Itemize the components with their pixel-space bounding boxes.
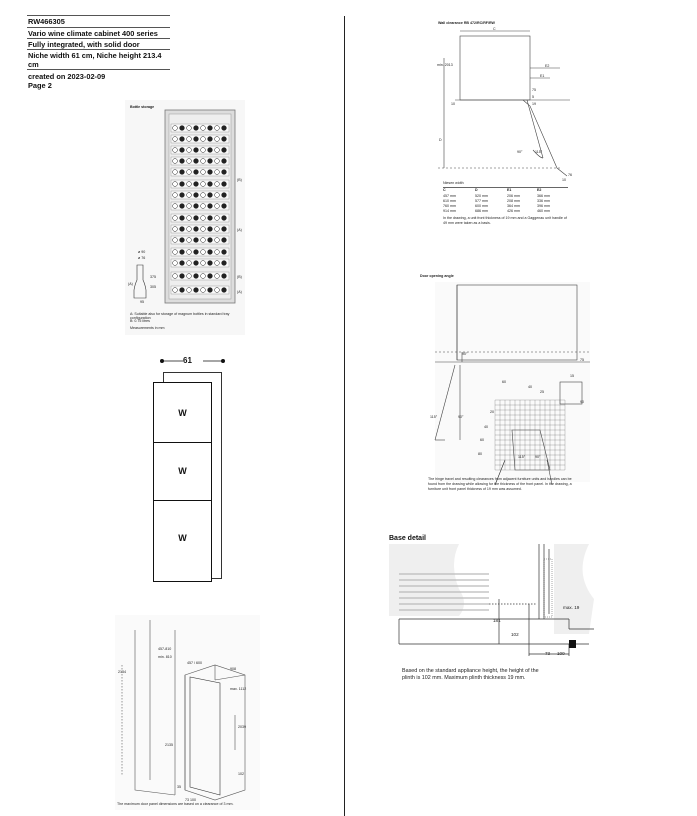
dim-label: 908 (230, 667, 236, 671)
width-label: 61 (183, 356, 192, 365)
dim-label: 305 (150, 285, 156, 289)
dim-label: 76 (568, 173, 572, 177)
dim-label: 25 (540, 390, 544, 394)
dim-label: 10 (451, 102, 455, 106)
dim-label: 75 (580, 358, 584, 362)
dim-label: 457 / 600 (187, 661, 202, 665)
base-detail-caption-cont: plinth is 102 mm. Maximum plinth thickness 19 mm. (402, 675, 526, 681)
door-panel (153, 382, 212, 444)
angle-label: 90° (462, 352, 468, 356)
dim-e1: E1 (540, 74, 545, 78)
table-cell: 364 mm (507, 204, 520, 208)
base-detail-caption: Based on the standard appliance height, the height of the (402, 668, 539, 674)
install-caption: The maximum door panel dimensions are based on a clearance of 3 mm. (117, 802, 234, 806)
note-c: Measurements in mm (130, 326, 165, 330)
dim-label: 90 (580, 400, 584, 404)
panel-label: W (178, 466, 187, 476)
dim-73: 73 (545, 651, 551, 656)
dim-label: (A) (128, 282, 133, 286)
created-date: created on 2023-02-09 (28, 72, 106, 81)
angle-label: 90° (535, 455, 541, 459)
table-cell: 520 mm (475, 194, 488, 198)
table-cell: 366 mm (537, 194, 550, 198)
table-cell: 686 mm (475, 209, 488, 213)
dim-label: max. 1112 (230, 687, 247, 691)
dim-label: 457-810 (158, 647, 172, 651)
table-cell: 600 mm (475, 204, 488, 208)
dim-label: min. 810 (158, 655, 172, 659)
dim-d: D (439, 138, 442, 142)
panel-label: W (178, 533, 187, 543)
header-rule (27, 38, 170, 39)
dim-label: 75 (532, 88, 536, 92)
table-cell: 206 mm (507, 194, 520, 198)
dim-181: 181 (493, 618, 501, 623)
wall-clearance-drawing (435, 18, 585, 188)
dim-label: 19 (532, 102, 536, 106)
door-panel (153, 442, 212, 502)
dim-label: 40 (484, 425, 488, 429)
dim-max-19: max. 19 (563, 605, 580, 610)
table-cell: 577 mm (475, 199, 488, 203)
dim-label: 5 (532, 95, 534, 99)
note-a: A: Suitable also for storage of magnum bottles in standard tray configuration (130, 312, 230, 320)
col-header: E1 (507, 188, 512, 192)
dim-label: 35 (177, 785, 181, 789)
dim-label: 2039 (238, 725, 246, 729)
row-label-b: (A) (237, 290, 242, 294)
dim-label: 20 (490, 410, 494, 414)
door-opening-title: Door opening angle (420, 274, 454, 278)
header-rule (27, 27, 170, 28)
table-cell: 914 mm (443, 209, 456, 213)
dim-label: 102 (238, 772, 244, 776)
angle-label: 115° (430, 415, 438, 419)
bottle-storage-title: Bottle storage (130, 105, 155, 109)
wall-clearance-note: In the drawing, a unit front thickness of 19 mm and a Gaggenau unit handle of 49 mm were taken as a basis. (443, 216, 567, 225)
table-cell: 460 mm (537, 209, 550, 213)
row-label-a: (B) (237, 178, 242, 182)
col-header: D (475, 188, 478, 192)
table-cell: 610 mm (443, 199, 456, 203)
table-cell: 208 mm (507, 199, 520, 203)
bottle-storage-figure (125, 100, 245, 335)
table-cell: 396 mm (537, 204, 550, 208)
dim-label: min. 2013 (437, 63, 453, 67)
dim-label: 40 (528, 385, 532, 389)
model-number: RW466305 (28, 17, 65, 26)
angle-label: 115° (535, 150, 543, 154)
dim-label: 60 (480, 438, 484, 442)
page-number: Page 2 (28, 81, 52, 90)
header-rule (27, 69, 170, 70)
installation-figure (115, 615, 260, 810)
col-header: E2 (537, 188, 542, 192)
dim-label: ø 76 (138, 256, 146, 260)
dim-100: 100 (557, 651, 565, 656)
dim-label: 10 (562, 178, 566, 182)
niche-dimensions: Niche width 61 cm, Niche height 213.4 (28, 51, 162, 60)
header-rule (27, 49, 170, 50)
table-rule (443, 187, 568, 188)
table-cell: 336 mm (537, 199, 550, 203)
wall-clearance-title: Wall clearance RB 472/RC/RF/RW (438, 21, 495, 25)
panel-label: W (178, 408, 187, 418)
dim-label: 15 (570, 374, 574, 378)
dim-label: 2134 (118, 670, 126, 674)
wall-clearance-figure (435, 18, 585, 233)
col-header: C (443, 188, 446, 192)
dim-label: 80 (478, 452, 482, 456)
door-opening-drawing (420, 270, 590, 505)
table-header: Niesen width (443, 181, 464, 185)
dim-label: 375 (150, 275, 156, 279)
table-cell: 760 mm (443, 204, 456, 208)
product-series: Vario wine climate cabinet 400 series (28, 29, 158, 38)
header-rule (27, 15, 170, 16)
dim-label: ø 90 (138, 250, 146, 254)
table-cell: 426 mm (507, 209, 520, 213)
table-cell: 457 mm (443, 194, 456, 198)
niche-dimensions-cont: cm (28, 60, 39, 69)
dim-102: 102 (511, 632, 519, 637)
dim-label: 95 (140, 300, 144, 304)
installation-drawing (115, 615, 260, 810)
column-divider (344, 16, 345, 816)
dim-label: 73 100 (185, 798, 196, 802)
base-detail-title: Base detail (389, 535, 426, 542)
dim-label: 2135 (165, 743, 173, 747)
row-label-a: (B) (237, 275, 242, 279)
door-opening-figure (420, 270, 590, 505)
door-panel (153, 500, 212, 582)
base-detail-drawing (389, 544, 597, 664)
dim-c: C (493, 27, 496, 31)
door-opening-caption: The hinge travel and resulting clearances from adjacent furniture units and handles can be found from the drawing while allowing for the thickness of the front panel. In the drawing, a furniture unit front panel thickness of 19 mm was assumed. (428, 477, 572, 491)
note-b: B: 0.75 litres (130, 319, 150, 323)
dim-label: 60 (502, 380, 506, 384)
angle-label: 115° (518, 455, 526, 459)
angle-label: 90° (458, 415, 464, 419)
installation-type: Fully integrated, with solid door (28, 40, 140, 49)
row-label-b: (A) (237, 228, 242, 232)
angle-label: 90° (517, 150, 523, 154)
dim-e2: E2 (545, 64, 550, 68)
